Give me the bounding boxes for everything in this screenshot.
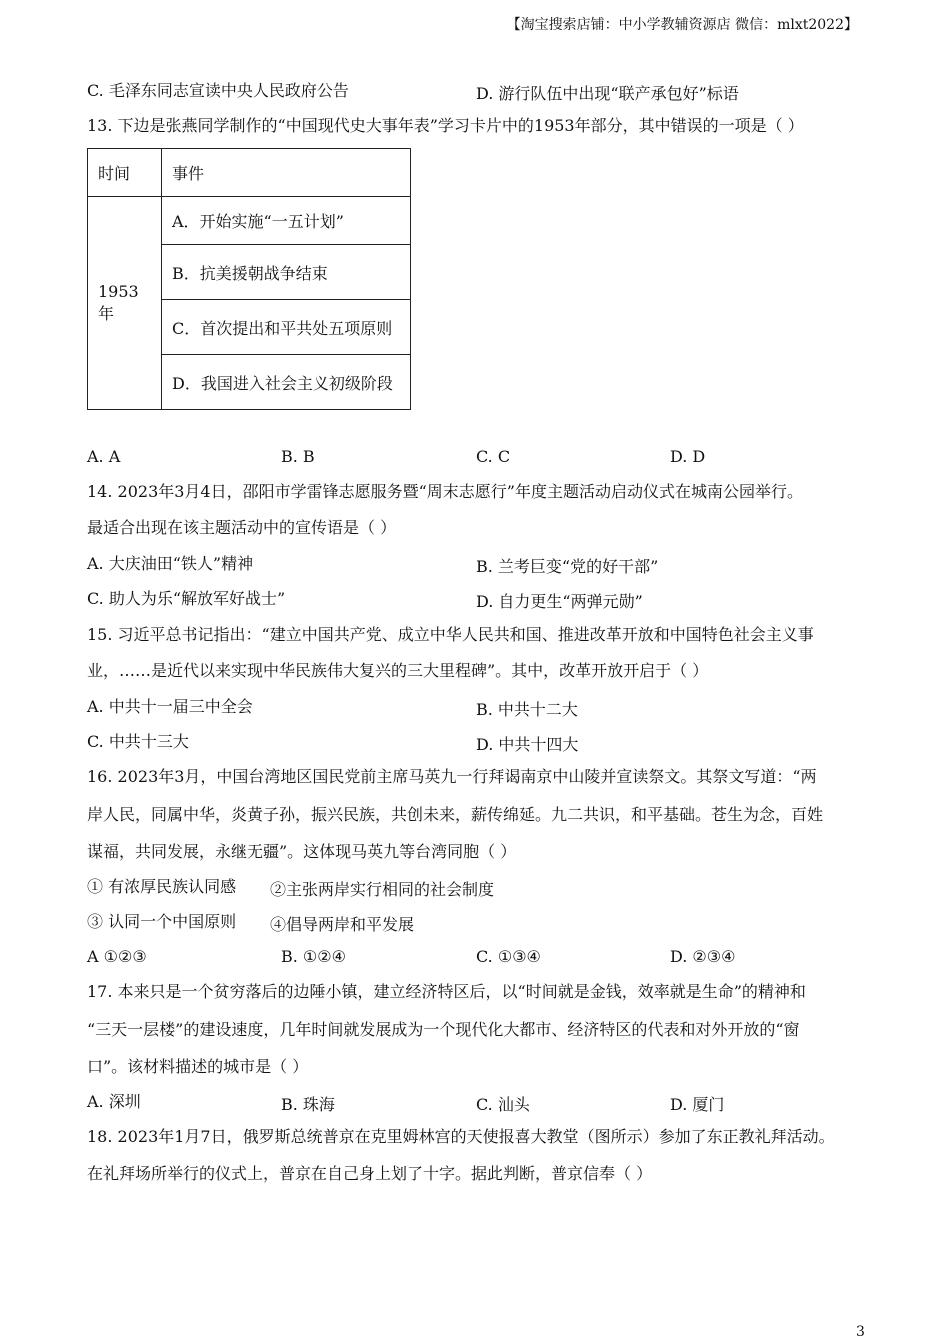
q16-statement-2: ②主张两岸实行相同的社会制度 (270, 880, 495, 899)
q12-option-d: D. 游行队伍中出现“联产承包好”标语 (476, 84, 739, 103)
q15-option-b: B. 中共十二大 (476, 700, 578, 719)
table-year-cell: 1953 年 (88, 197, 162, 410)
watermark-header: 【淘宝搜索店铺：中小学教辅资源店 微信：mlxt2022】 (506, 17, 858, 33)
q16-statement-1: ① 有浓厚民族认同感 (87, 877, 237, 896)
q13-option-c: C. C (476, 447, 511, 466)
q16-stem-line2: 岸人民，同属中华，炎黄子孙，振兴民族，共创未来，薪传绵延。九二共识，和平基础。苍生为念，百姓 (87, 805, 824, 824)
q13-option-a: A. A (87, 447, 121, 466)
q14-stem-line2: 最适合出现在该主题活动中的宣传语是（ ） (87, 518, 397, 537)
table-header-event: 事件 (162, 149, 411, 197)
q14-option-a: A. 大庆油田“铁人”精神 (87, 554, 254, 573)
q15-option-c: C. 中共十三大 (87, 732, 189, 751)
q15-option-a: A. 中共十一届三中全会 (87, 697, 253, 716)
q16-option-a: A ①②③ (87, 947, 147, 966)
q16-option-d: D. ②③④ (670, 947, 736, 966)
table-event-c: C．首次提出和平共处五项原则 (162, 300, 411, 355)
q16-option-b: B. ①②④ (281, 947, 346, 966)
q15-option-d: D. 中共十四大 (476, 735, 579, 754)
q14-option-b: B. 兰考巨变“党的好干部” (476, 557, 659, 576)
q17-option-a: A. 深圳 (87, 1092, 141, 1111)
q17-option-d: D. 厦门 (670, 1095, 725, 1114)
q16-statement-3: ③ 认同一个中国原则 (87, 912, 237, 931)
q17-stem-line1: 17. 本来只是一个贫穷落后的边陲小镇，建立经济特区后，以“时间就是金钱，效率就是生命”的精神和 (87, 982, 806, 1001)
table-event-d: D．我国进入社会主义初级阶段 (162, 355, 411, 410)
q13-option-b: B. B (281, 447, 315, 466)
q14-option-c: C. 助人为乐“解放军好战士” (87, 589, 286, 608)
q12-option-c: C. 毛泽东同志宣读中央人民政府公告 (87, 81, 349, 100)
q13-event-table (87, 148, 411, 410)
q17-stem-line3: 口”。该材料描述的城市是（ ） (87, 1057, 309, 1076)
table-event-b: B．抗美援朝战争结束 (162, 245, 411, 300)
page-number: 3 (856, 1324, 865, 1340)
q17-option-b: B. 珠海 (281, 1095, 335, 1114)
q15-stem-line1: 15. 习近平总书记指出：“建立中国共产党、成立中华人民共和国、推进改革开放和中国特色社会主义事 (87, 625, 814, 644)
q14-option-d: D. 自力更生“两弹元勋” (476, 592, 643, 611)
table-event-a: A．开始实施“一五计划” (162, 197, 411, 245)
q16-stem-line3: 谋福，共同发展，永继无疆”。这体现马英九等台湾同胞（ ） (87, 842, 517, 861)
q17-stem-line2: “三天一层楼”的建设速度，几年时间就发展成为一个现代化大都市、经济特区的代表和对外开放的“窗 (87, 1020, 800, 1039)
q16-stem-line1: 16. 2023年3月，中国台湾地区国民党前主席马英九一行拜谒南京中山陵并宣读祭文。其祭文写道：“两 (87, 767, 817, 786)
q13-stem: 13. 下边是张燕同学制作的“中国现代史大事年表”学习卡片中的1953年部分，其中错误的一项是（ ） (87, 116, 804, 135)
q14-stem-line1: 14. 2023年3月4日，邵阳市学雷锋志愿服务暨“周末志愿行”年度主题活动启动仪式在城南公园举行。 (87, 482, 803, 501)
q17-option-c: C. 汕头 (476, 1095, 530, 1114)
table-header-time: 时间 (88, 149, 162, 197)
q16-option-c: C. ①③④ (476, 947, 541, 966)
q16-statement-4: ④倡导两岸和平发展 (270, 915, 415, 934)
q13-option-d: D. D (670, 447, 706, 466)
q18-stem-line2: 在礼拜场所举行的仪式上，普京在自己身上划了十字。据此判断，普京信奉（ ） (87, 1164, 653, 1183)
q15-stem-line2: 业，……是近代以来实现中华民族伟大复兴的三大里程碑”。其中，改革开放开启于（ ） (87, 661, 709, 680)
q18-stem-line1: 18. 2023年1月7日，俄罗斯总统普京在克里姆林宫的天使报喜大教堂（图所示）参加了东正教礼拜活动。 (87, 1127, 835, 1146)
